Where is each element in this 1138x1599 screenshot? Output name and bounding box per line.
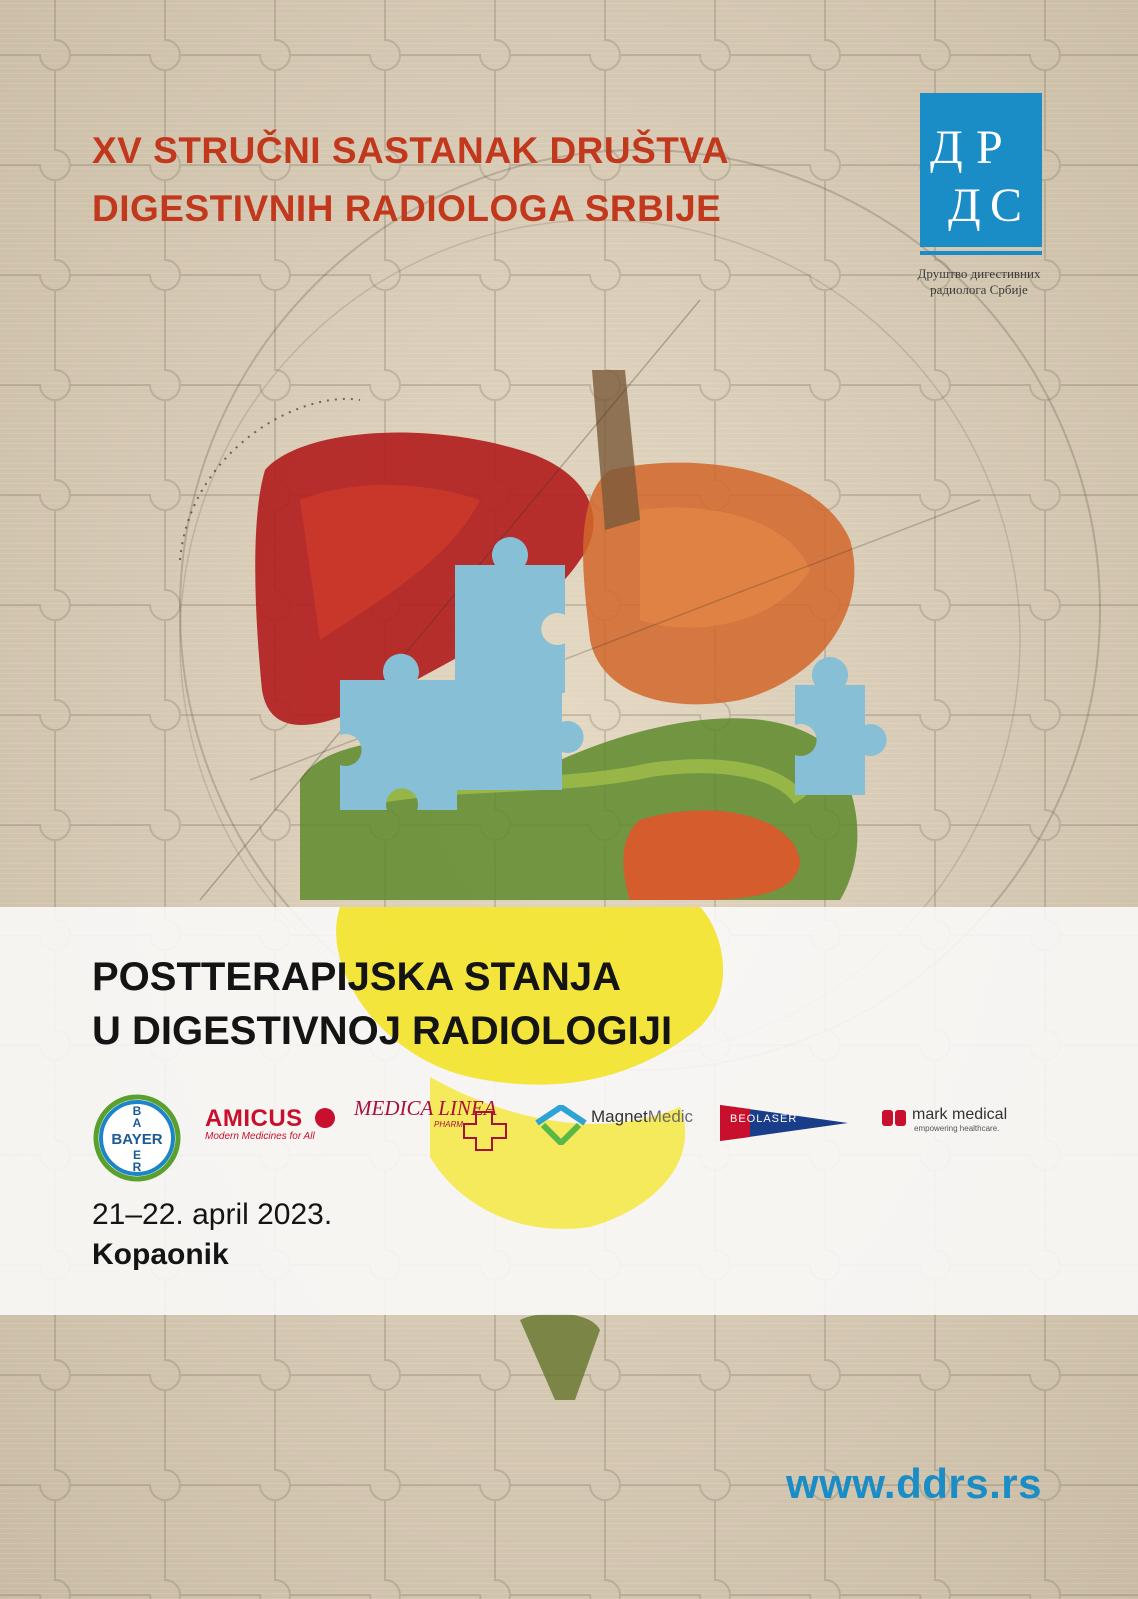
magnet-name-part2: Medic	[647, 1107, 694, 1126]
svg-text:E: E	[132, 1148, 142, 1162]
magnet-medic-logo	[535, 1105, 694, 1150]
medica-cross-icon	[462, 1110, 510, 1152]
monogram-icon	[920, 93, 1042, 247]
amicus-name: AMICUS	[205, 1105, 303, 1132]
organization-title-line1: XV STRUČNI SASTANAK DRUŠTVA	[92, 130, 730, 171]
svg-text:С: С	[990, 179, 1023, 232]
amicus-tagline: Modern Medicines for All	[205, 1131, 315, 1142]
svg-text:A: A	[132, 1116, 142, 1130]
bayer-logo	[92, 1093, 182, 1183]
svg-text:Р: Р	[976, 121, 1003, 174]
beolaser-name: BEOLASER	[730, 1113, 798, 1125]
logo-box	[920, 93, 1042, 247]
magnet-medic-name	[591, 1107, 693, 1127]
magnet-name-part1: Magnet	[591, 1107, 648, 1126]
website-link[interactable]: www.ddrs.rs	[785, 1460, 1042, 1507]
svg-text:BAYER: BAYER	[111, 1131, 163, 1148]
medica-linea-logo	[354, 1096, 497, 1129]
event-location: Kopaonik	[92, 1238, 229, 1271]
medica-linea-pharm: PHARM	[434, 1120, 463, 1129]
medica-linea-name: MEDICA LINEA	[354, 1096, 497, 1120]
svg-text:Д: Д	[948, 179, 981, 232]
svg-text:Д: Д	[930, 121, 963, 174]
svg-text:R: R	[132, 1160, 142, 1174]
organization-title-line2: DIGESTIVNIH RADIOLOGA SRBIJE	[92, 188, 722, 229]
main-title-line2: U DIGESTIVNOJ RADIOLOGIJI	[92, 1009, 673, 1053]
logo-underline	[920, 251, 1042, 255]
logo-caption	[904, 266, 1054, 298]
mark-medical-logo	[882, 1106, 1008, 1133]
main-title	[92, 950, 672, 1058]
amicus-mark-icon	[315, 1108, 335, 1128]
society-logo	[920, 93, 1042, 249]
mark-medical-tagline: empowering healthcare.	[914, 1124, 1000, 1133]
svg-text:B: B	[132, 1104, 142, 1118]
logo-caption-line1: Друштво дигестивних	[917, 266, 1041, 281]
logo-caption-line2: радиолога Србије	[930, 282, 1028, 297]
amicus-logo	[205, 1105, 315, 1142]
mark-medical-name: mark medical	[912, 1106, 1008, 1123]
magnet-medic-icon	[535, 1105, 587, 1145]
event-date: 21–22. april 2023.	[92, 1198, 333, 1231]
organization-title	[92, 122, 729, 238]
mark-medical-icon	[882, 1108, 908, 1128]
beolaser-logo	[720, 1103, 850, 1148]
main-title-line1: POSTTERAPIJSKA STANJA	[92, 955, 621, 999]
